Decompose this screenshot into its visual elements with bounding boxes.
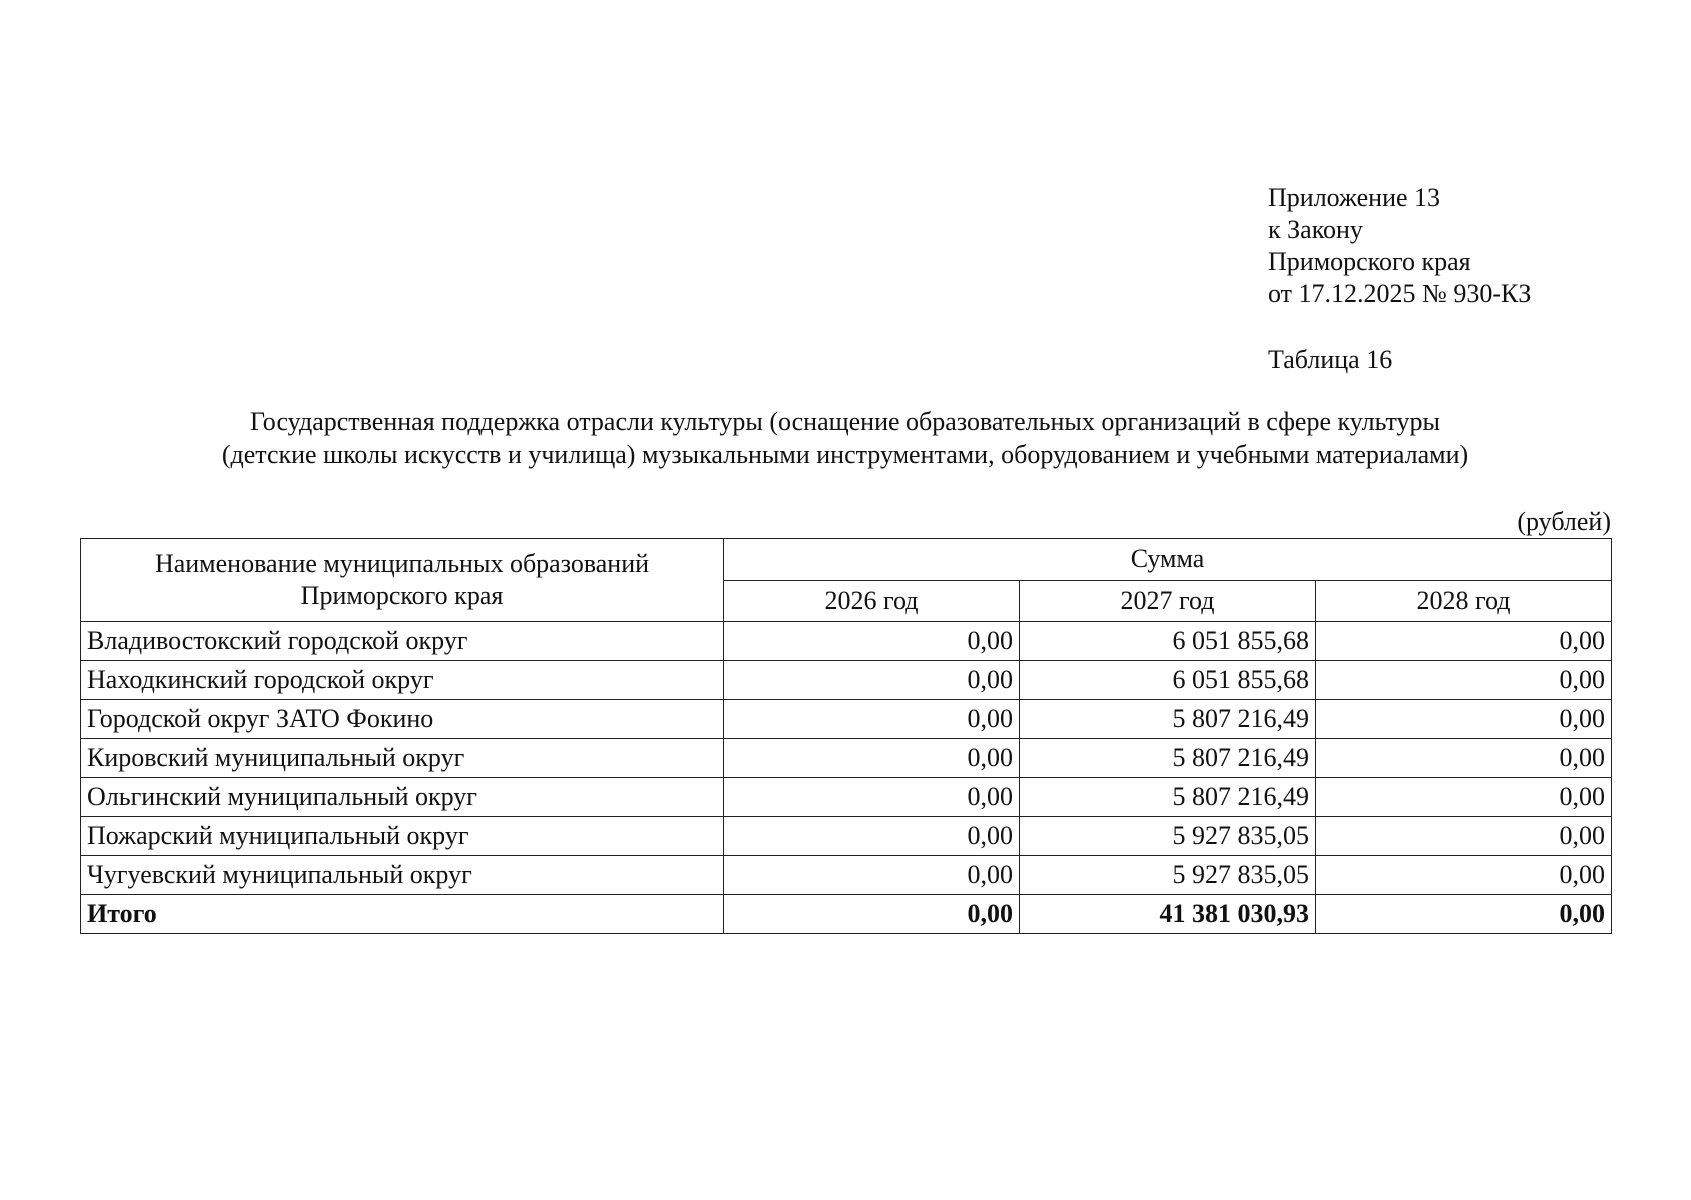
table-row <box>81 817 1612 856</box>
amount-2027: 6 051 855,68 <box>1020 622 1316 661</box>
title-line-1: Государственная поддержка отрасли культуры (оснащение образовательных организаций в сфере культуры <box>250 407 1440 436</box>
appendix-line: к Закону <box>1268 215 1363 244</box>
header-municipality: Наименование муниципальных образований Приморского края <box>81 539 724 622</box>
table-row <box>81 622 1612 661</box>
amount-2027: 5 927 835,05 <box>1020 856 1316 895</box>
total-2028: 0,00 <box>1316 895 1612 934</box>
header-year-2027: 2027 год <box>1020 580 1316 622</box>
appendix-line: от 17.12.2025 № 930-КЗ <box>1268 279 1532 308</box>
table-row <box>81 739 1612 778</box>
amount-2028: 0,00 <box>1316 700 1612 739</box>
amount-2028: 0,00 <box>1316 778 1612 817</box>
amount-2026: 0,00 <box>724 778 1020 817</box>
municipality-name: Городской округ ЗАТО Фокино <box>81 700 724 739</box>
amount-2026: 0,00 <box>724 817 1020 856</box>
amount-2027: 5 807 216,49 <box>1020 700 1316 739</box>
header-sum: Сумма <box>724 539 1612 581</box>
municipality-name: Ольгинский муниципальный округ <box>81 778 724 817</box>
amount-2028: 0,00 <box>1316 739 1612 778</box>
total-2027: 41 381 030,93 <box>1020 895 1316 934</box>
amount-2028: 0,00 <box>1316 622 1612 661</box>
municipality-name: Чугуевский муниципальный округ <box>81 856 724 895</box>
municipality-name: Владивостокский городской округ <box>81 622 724 661</box>
units-label: (рублей) <box>1517 507 1611 536</box>
amount-2027: 5 927 835,05 <box>1020 817 1316 856</box>
amount-2026: 0,00 <box>724 700 1020 739</box>
total-label: Итого <box>81 895 724 934</box>
total-row <box>81 895 1612 934</box>
amount-2026: 0,00 <box>724 661 1020 700</box>
header-year-2028: 2028 год <box>1316 580 1612 622</box>
funding-table <box>80 538 1612 934</box>
total-2026: 0,00 <box>724 895 1020 934</box>
amount-2027: 5 807 216,49 <box>1020 739 1316 778</box>
table-row <box>81 661 1612 700</box>
appendix-block <box>1268 182 1531 310</box>
amount-2028: 0,00 <box>1316 856 1612 895</box>
table-row <box>81 778 1612 817</box>
document-title <box>80 405 1610 471</box>
amount-2026: 0,00 <box>724 622 1020 661</box>
municipality-name: Пожарский муниципальный округ <box>81 817 724 856</box>
amount-2026: 0,00 <box>724 739 1020 778</box>
amount-2028: 0,00 <box>1316 817 1612 856</box>
amount-2027: 5 807 216,49 <box>1020 778 1316 817</box>
amount-2028: 0,00 <box>1316 661 1612 700</box>
table-row <box>81 856 1612 895</box>
municipality-name: Кировский муниципальный округ <box>81 739 724 778</box>
amount-2027: 6 051 855,68 <box>1020 661 1316 700</box>
amount-2026: 0,00 <box>724 856 1020 895</box>
table-row <box>81 700 1612 739</box>
municipality-name: Находкинский городской округ <box>81 661 724 700</box>
table-header-row <box>81 539 1612 581</box>
title-line-2: (детские школы искусств и училища) музыкальными инструментами, оборудованием и учебными материалами) <box>221 440 1469 469</box>
appendix-line: Приморского края <box>1268 247 1471 276</box>
appendix-line: Приложение 13 <box>1268 183 1441 212</box>
table-number: Таблица 16 <box>1268 345 1393 374</box>
header-year-2026: 2026 год <box>724 580 1020 622</box>
